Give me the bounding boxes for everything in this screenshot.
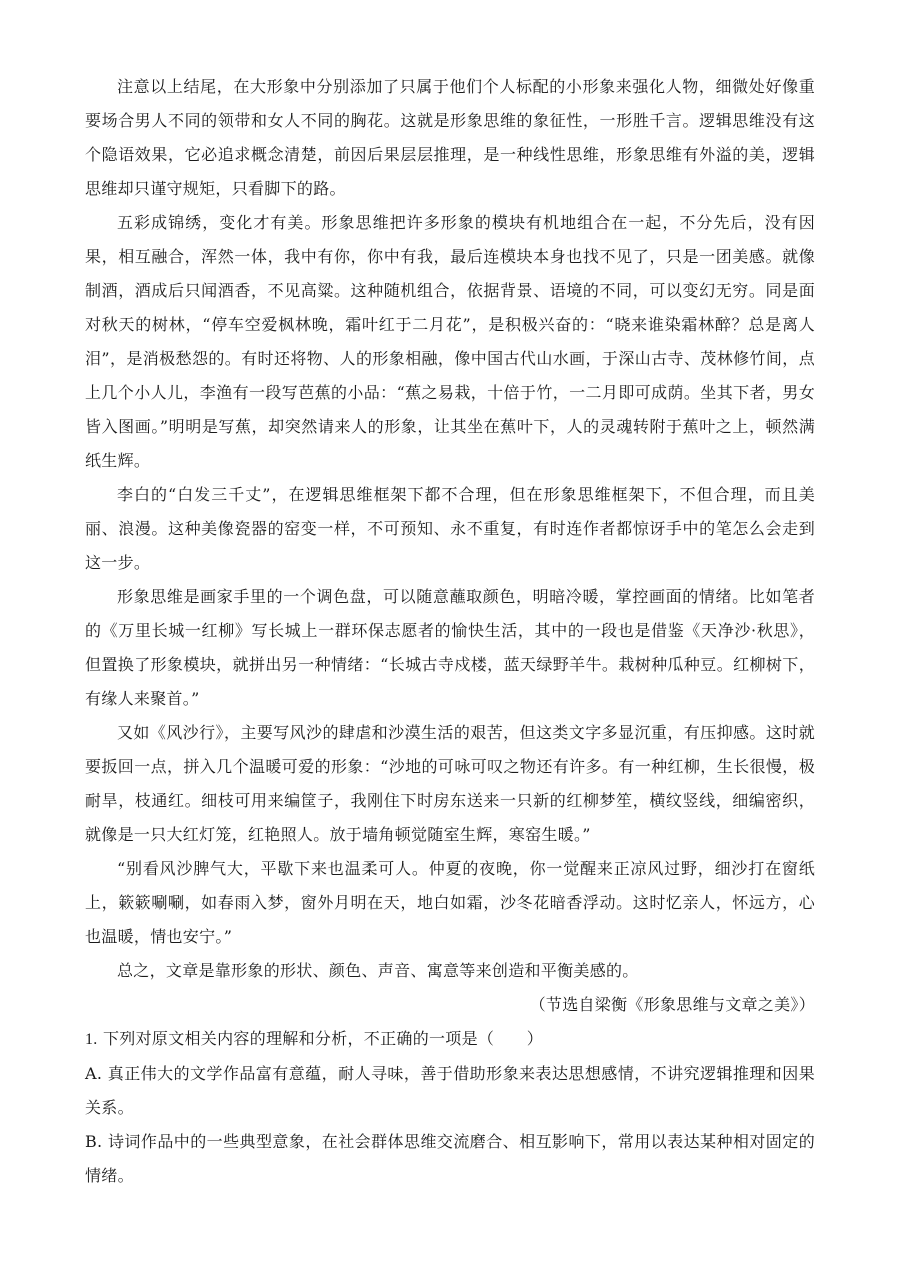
passage-paragraph-2: 五彩成锦绣，变化才有美。形象思维把许多形象的模块有机地组合在一起，不分先后，没有因果，相互融合，浑然一体，我中有你，你中有我，最后连模块本身也找不见了，只是一团美感。就像制酒，酒成后只闻酒香，不见高粱。这种随机组合，依据背景、语境的不同，可以变幻无穷。同是面对秋天的树林，“停车空爱枫林晚，霜叶红于二月花”，是积极兴奋的：“晓来谁染霜林醉？总是离人泪”，是消极愁怨的。有时还将物、人的形象相融，像中国古代山水画，于深山古寺、茂林修竹间，点上几个小人儿，李渔有一段写芭蕉的小品：“蕉之易栽，十倍于竹，一二月即可成荫。坐其下者，男女皆入图画。”明明是写蕉，却突然请来人的形象，让其坐在蕉叶下，人的灵魂转附于蕉叶之上，顿然满纸生辉。 bbox=[85, 213, 815, 470]
passage-paragraph-6: “别看风沙脾气大，平歇下来也温柔可人。仲夏的夜晚，你一觉醒来正凉风过野，细沙打在窗纸上，簌簌唰唰，如春雨入梦，窗外月明在天，地白如霜，沙冬花暗香浮动。这时忆亲人，怀远方，心也温暖，情也安宁。” bbox=[85, 859, 815, 946]
option-a: A. 真正伟大的文学作品富有意蕴，耐人寻味，善于借助形象来表达思想感情，不讲究逻辑推理和因果关系。 bbox=[85, 1064, 815, 1117]
question-number: 1. bbox=[85, 1031, 98, 1048]
passage-paragraph-5: 又如《风沙行》，主要写风沙的肆虐和沙漠生活的艰苦，但这类文字多显沉重，有压抑感。这时就要扳回一点，拼入几个温暖可爱的形象：“沙地的可咏可叹之物还有许多。有一种红柳，生长很慢，极耐旱，枝通红。细枝可用来编筐子，我刚住下时房东送来一只新的红柳梦笙，横纹竖线，细编密织，就像是一只大红灯笼，红艳照人。放于墙角顿觉随室生辉，寒窑生暖。” bbox=[85, 723, 815, 844]
passage-paragraph-1: 注意以上结尾，在大形象中分别添加了只属于他们个人标配的小形象来强化人物，细微处好像重要场合男人不同的领带和女人不同的胸花。这就是形象思维的象征性，一形胜千言。逻辑思维没有这个隐语效果，它必追求概念清楚，前因后果层层推理，是一种线性思维，形象思维有外溢的美，逻辑思维却只谨守规矩，只看脚下的路。 bbox=[85, 77, 815, 198]
passage-paragraph-7: 总之，文章是靠形象的形状、颜色、声音、寓意等来创造和平衡美感的。 bbox=[117, 961, 639, 980]
option-b: B. 诗词作品中的一些典型意象，在社会群体思维交流磨合、相互影响下，常用以表达某种相对固定的情绪。 bbox=[85, 1132, 815, 1185]
question-1 bbox=[85, 1022, 815, 1057]
passage-source: （节选自梁衡《形象思维与文章之美》） bbox=[529, 995, 815, 1014]
passage-paragraph-4: 形象思维是画家手里的一个调色盘，可以随意蘸取颜色，明暗冷暖，掌控画面的情绪。比如笔者的《万里长城一红柳》写长城上一群环保志愿者的愉快生活，其中的一段也是借鉴《天净沙·秋思》，但置换了形象模块，就拼出另一种情绪：“长城古寺戍楼，蓝天绿野羊牛。栽树种瓜种豆。红柳树下，有缘人来聚首。” bbox=[85, 587, 815, 708]
passage-paragraph-3: 李白的“白发三千丈”，在逻辑思维框架下都不合理，但在形象思维框架下，不但合理，而且美丽、浪漫。这种美像瓷器的窑变一样，不可预知、永不重复，有时连作者都惊讶手中的笔怎么会走到这一步。 bbox=[85, 485, 815, 572]
exam-page bbox=[85, 70, 815, 1193]
question-stem: 下列对原文相关内容的理解和分析，不正确的一项是（ ） bbox=[103, 1029, 544, 1048]
